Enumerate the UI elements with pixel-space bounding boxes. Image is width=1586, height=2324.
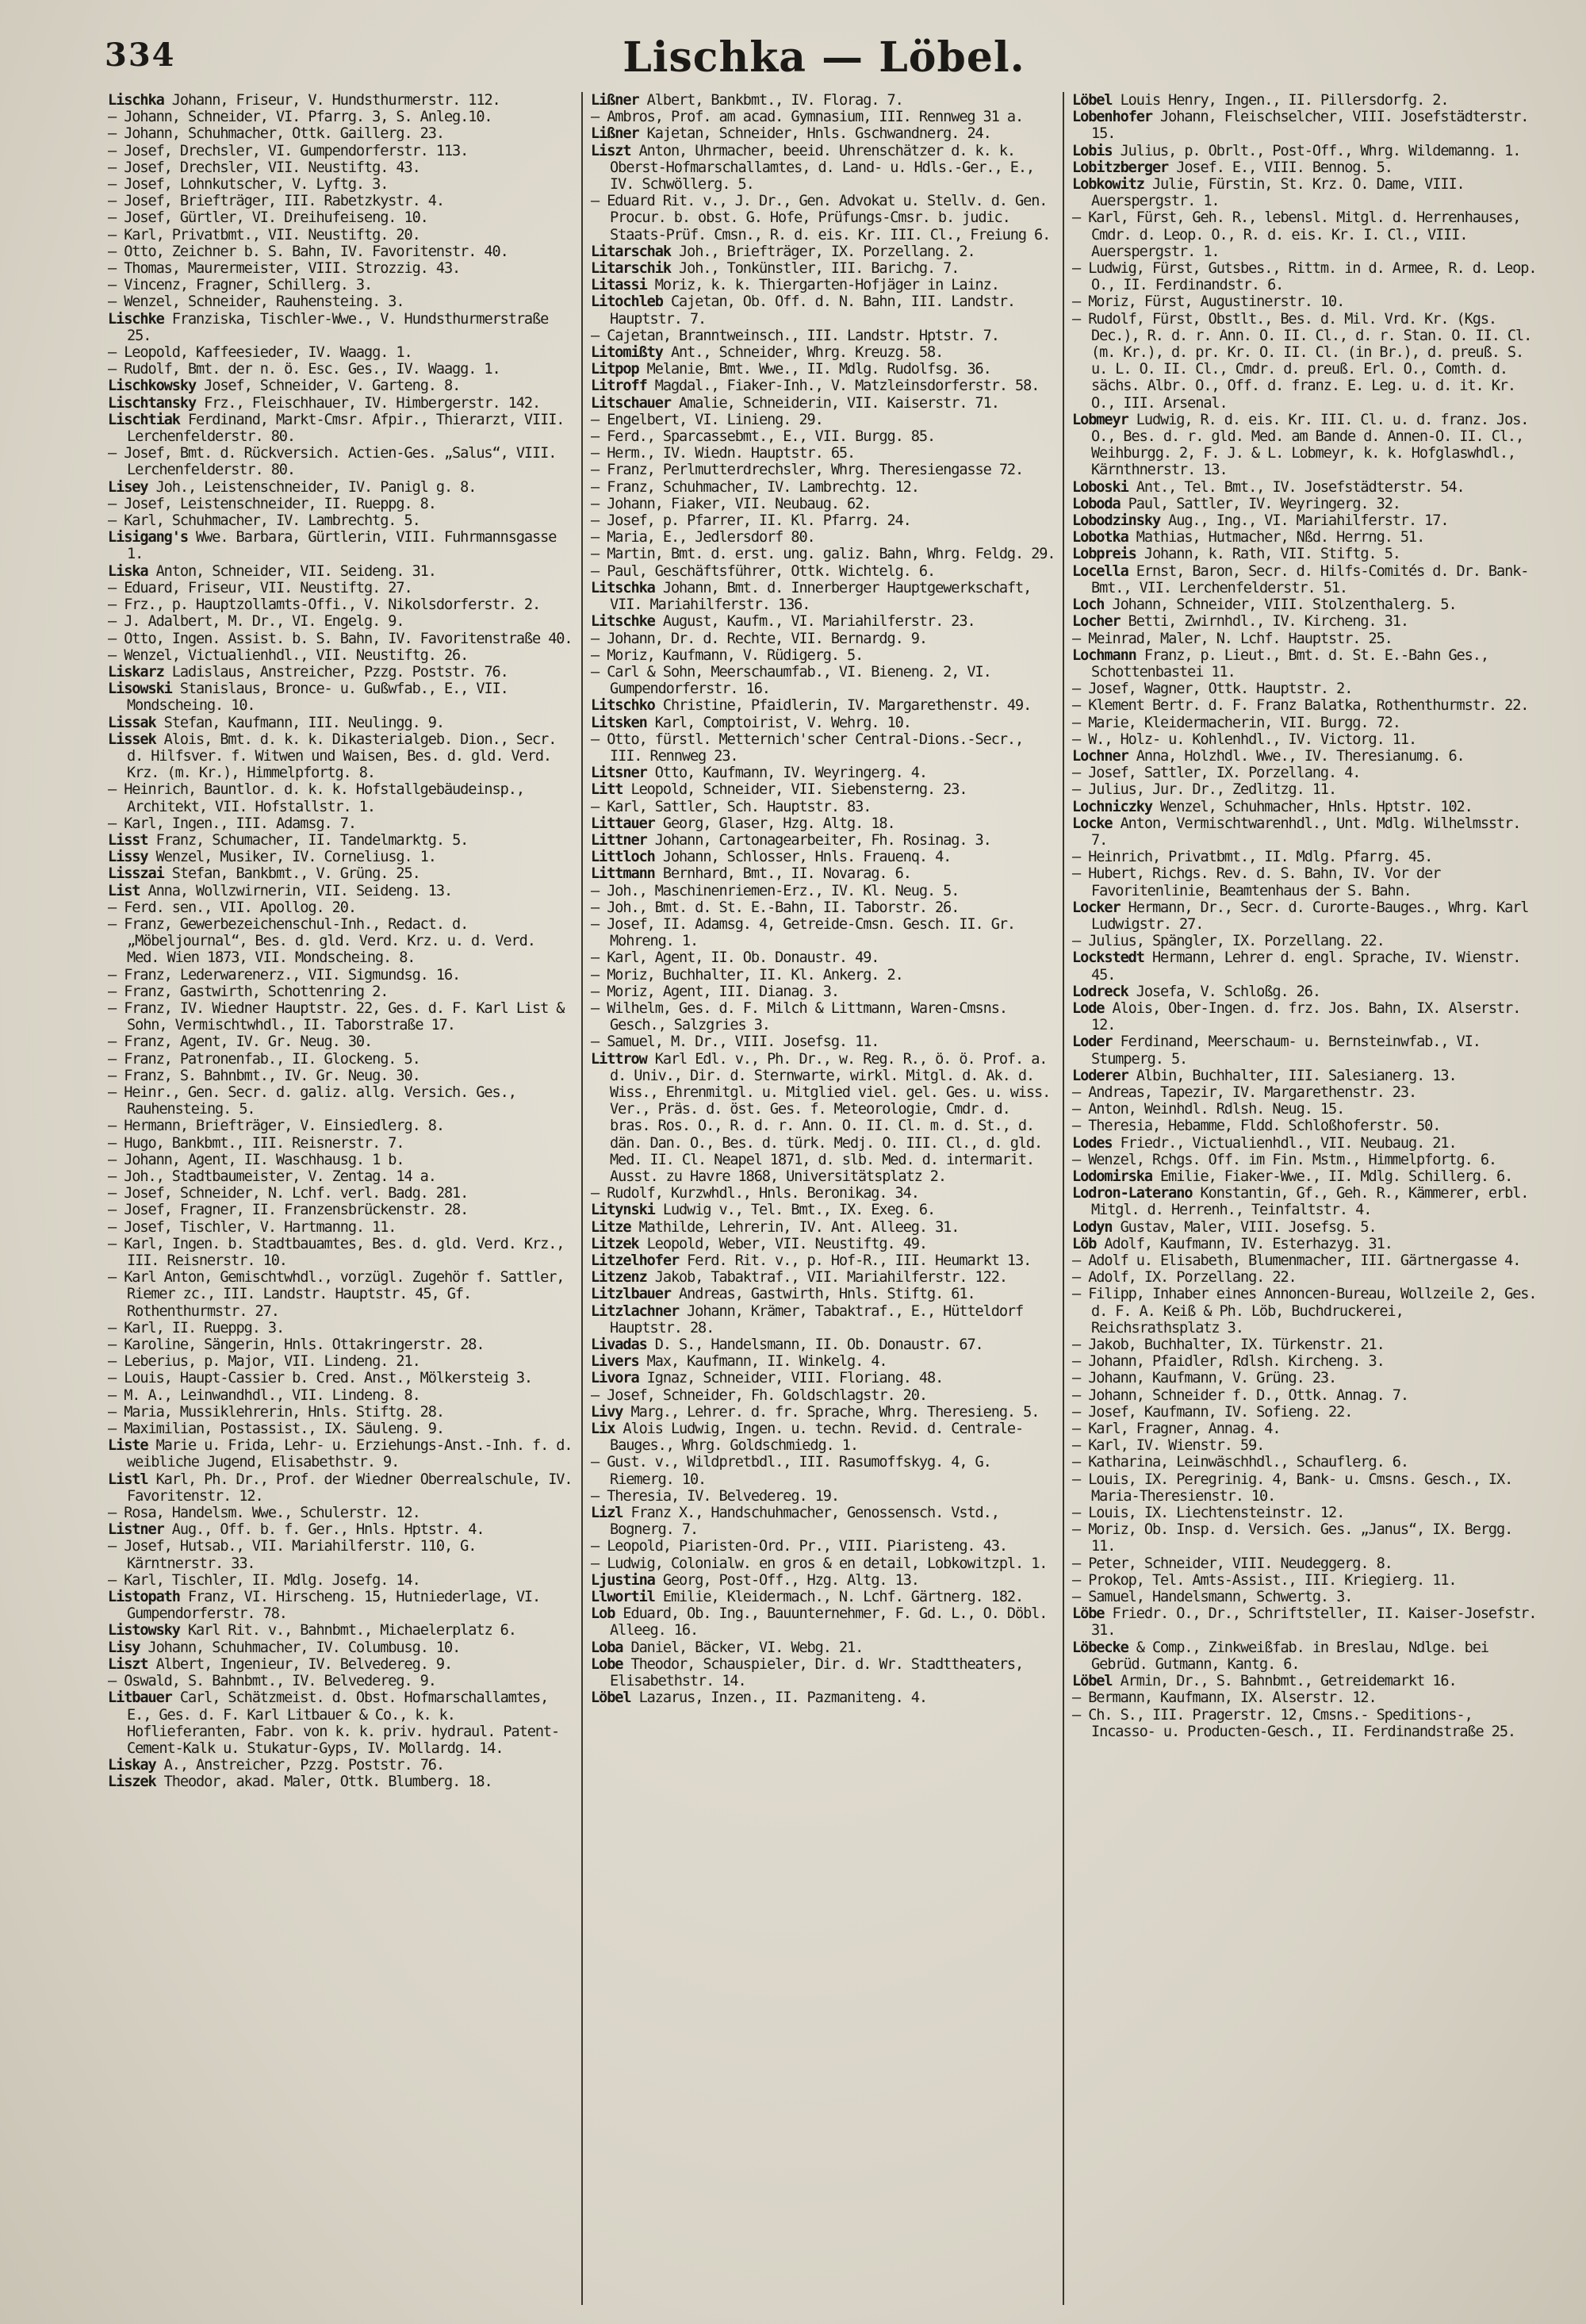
column-right: [1063, 92, 1544, 2305]
directory-entry: Listowsky Karl Rit. v., Bahnbmt., Michaelerplatz 6.: [108, 1622, 516, 1639]
directory-entry: List Anna, Wollzwirnerin, VII. Seideng. 13.: [108, 882, 453, 899]
directory-entry: Löbel Armin, Dr., S. Bahnbmt., Getreidemarkt 16.: [1072, 1673, 1457, 1690]
directory-entry: — Franz, Gastwirth, Schottenring 2.: [108, 983, 389, 1000]
directory-entry: Littrow Karl Edl. v., Ph. Dr., w. Reg. R., ö. ö. Prof. a. d. Univ., Dir. d. Sternwarte, wirkl. Mitgl. d. Ak. d. Wiss., Ehrenmitgl. u. Mitglied viel. gel. Ges. u. wiss. Ver., Präs. d. öst. Ges. f. Meteorologie, Cmdr. d. bras. Ros. O., R. d. r. Ann. O. II. Cl. m. d. St., d. dän. Dan. O., Bes. d. türk. Medj. O. III. Cl., d. gld. Med. II. Cl. Neapel 1871, d. slb. Med. d. intermarit. Ausst. zu Havre 1868, Universitätsplatz 2.: [591, 1050, 1051, 1185]
directory-entry: Loderer Albin, Buchhalter, III. Salesianerg. 13.: [1072, 1067, 1457, 1084]
directory-entry: — Prokop, Tel. Amts-Assist., III. Kriegierg. 11.: [1072, 1571, 1457, 1589]
directory-entry: Löbe Friedr. O., Dr., Schriftsteller, II. Kaiser-Josefstr. 31.: [1072, 1605, 1537, 1639]
directory-entry: Lochmann Franz, p. Lieut., Bmt. d. St. E.-Bahn Ges., Schottenbastei 11.: [1072, 646, 1488, 681]
directory-entry: — Rudolf, Kurzwhdl., Hnls. Beronikag. 34.: [591, 1185, 919, 1202]
directory-entry: — Samuel, M. Dr., VIII. Josefsg. 11.: [591, 1034, 879, 1051]
directory-entry: — Anton, Weinhdl. Rdlsh. Neug. 15.: [1072, 1101, 1345, 1118]
directory-entry: Lodomirska Emilie, Fiaker-Wwe., II. Mdlg. Schillerg. 6.: [1072, 1168, 1513, 1185]
directory-entry: — Julius, Jur. Dr., Zedlitzg. 11.: [1072, 781, 1337, 799]
directory-entry: — Engelbert, VI. Linieng. 29.: [591, 411, 823, 428]
directory-entry: — Karl, II. Rueppg. 3.: [108, 1319, 285, 1336]
directory-entry: — Franz, Gewerbezeichenschul-Inh., Redact. d. „Möbeljournal“, Bes. d. gld. Verd. Krz. u. d. Verd. Med. Wien 1873, VII. Mondscheing. 8.: [108, 915, 535, 967]
directory-entry: — Johann, Schneider, VI. Pfarrg. 3, S. Anleg.10.: [108, 109, 492, 126]
directory-entry: — Hubert, Richgs. Rev. d. S. Bahn, IV. Vor der Favoritenlinie, Beamtenhaus der S. Bahn.: [1072, 865, 1441, 899]
directory-entry: — Oswald, S. Bahnbmt., IV. Belvedereg. 9.: [108, 1673, 436, 1690]
directory-entry: Litarschak Joh., Briefträger, IX. Porzellang. 2.: [591, 243, 975, 260]
directory-entry: — Karoline, Sängerin, Hnls. Ottakringerstr. 28.: [108, 1336, 485, 1354]
directory-entry: — Ambros, Prof. am acad. Gymnasium, III. Rennweg 31 a.: [591, 109, 1024, 126]
directory-entry: — Meinrad, Maler, N. Lchf. Hauptstr. 25.: [1072, 630, 1393, 647]
directory-entry: — Ludwig, Colonialw. en gros & en detail, Lobkowitzpl. 1.: [591, 1555, 1048, 1572]
directory-entry: — Otto, Ingen. Assist. b. S. Bahn, IV. Favoritenstraße 40.: [108, 630, 573, 647]
directory-entry: — Leopold, Piaristen-Ord. Pr., VIII. Piaristeng. 43.: [591, 1538, 1007, 1555]
directory-entry: Litschka Johann, Bmt. d. Innerberger Hauptgewerkschaft, VII. Mariahilferstr. 136.: [591, 579, 1032, 614]
directory-entry: — Johann, Fiaker, VII. Neubaug. 62.: [591, 495, 872, 512]
directory-entry: — Hugo, Bankbmt., III. Reisnerstr. 7.: [108, 1134, 404, 1152]
directory-entry: — Bermann, Kaufmann, IX. Alserstr. 12.: [1072, 1689, 1377, 1707]
directory-entry: Lißner Kajetan, Schneider, Hnls. Gschwandnerg. 24.: [591, 125, 991, 143]
directory-entry: — Vincenz, Fragner, Schillerg. 3.: [108, 277, 373, 294]
directory-entry: — Karl, Privatbmt., VII. Neustiftg. 20.: [108, 226, 420, 244]
directory-entry: Lochniczky Wenzel, Schuhmacher, Hnls. Hptstr. 102.: [1072, 798, 1473, 815]
directory-entry: — Franz, Schuhmacher, IV. Lambrechtg. 12.: [591, 478, 919, 496]
directory-entry: — Franz, S. Bahnbmt., IV. Gr. Neug. 30.: [108, 1067, 420, 1084]
directory-entry: — Paul, Geschäftsführer, Ottk. Wichtelg. 6.: [591, 562, 936, 580]
directory-entry: Litpop Melanie, Bmt. Wwe., II. Mdlg. Rudolfsg. 36.: [591, 361, 991, 378]
directory-entry: — J. Adalbert, M. Dr., VI. Engelg. 9.: [108, 613, 404, 631]
directory-entry: — Adolf, IX. Porzellang. 22.: [1072, 1269, 1297, 1287]
directory-entry: — Moriz, Fürst, Augustinerstr. 10.: [1072, 293, 1345, 311]
directory-entry: — Eduard, Friseur, VII. Neustiftg. 27.: [108, 579, 412, 596]
directory-entry: — Cajetan, Branntweinsch., III. Landstr. Hptstr. 7.: [591, 327, 999, 344]
directory-entry: Lobotka Mathias, Hutmacher, Nßd. Herrng. 51.: [1072, 529, 1425, 546]
directory-entry: — Julius, Spängler, IX. Porzellang. 22.: [1072, 933, 1385, 950]
directory-entry: Livadas D. S., Handelsmann, II. Ob. Donaustr. 67.: [591, 1336, 983, 1354]
directory-entry: — Josef, Hutsab., VII. Mariahilferstr. 110, G. Kärntnerstr. 33.: [108, 1538, 477, 1572]
directory-entry: — Ferd. sen., VII. Apollog. 20.: [108, 899, 356, 916]
directory-entry: — Karl, Sattler, Sch. Hauptstr. 83.: [591, 798, 872, 815]
directory-entry: — Karl, Schuhmacher, IV. Lambrechtg. 5.: [108, 512, 420, 530]
directory-entry: — Filipp, Inhaber eines Annoncen-Bureau, Wollzeile 2, Ges. d. F. A. Keiß & Ph. Löb, Buchdruckerei, Reichsrathsplatz 3.: [1072, 1286, 1537, 1336]
directory-entry: — Moriz, Kaufmann, V. Rüdigerg. 5.: [591, 646, 864, 664]
directory-entry: — Wenzel, Victualienhdl., VII. Neustiftg. 26.: [108, 646, 469, 664]
directory-entry: — Johann, Agent, II. Waschhausg. 1 b.: [108, 1151, 404, 1168]
directory-entry: — Josef, Briefträger, III. Rabetzkystr. 4.: [108, 193, 444, 210]
directory-entry: — Josef, Lohnkutscher, V. Lyftg. 3.: [108, 176, 389, 194]
directory-entry: Lix Alois Ludwig, Ingen. u. techn. Revid. d. Centrale-Bauges., Whrg. Goldschmiedg. 1.: [591, 1421, 1024, 1455]
directory-entry: — Karl Anton, Gemischtwhdl., vorzügl. Zugehör f. Sattler, Riemer zc., III. Landstr. Hauptstr. 45, Gf. Rothenthurmstr. 27.: [108, 1269, 565, 1320]
directory-entry: — Joh., Bmt. d. St. E.-Bahn, II. Taborstr. 26.: [591, 899, 960, 916]
directory-entry: Litzelhofer Ferd. Rit. v., p. Hof-R., III. Heumarkt 13.: [591, 1252, 1032, 1270]
directory-entry: — Maria, Mussiklehrerin, Hnls. Stiftg. 28.: [108, 1403, 444, 1421]
directory-entry: Litschke August, Kaufm., VI. Mariahilferstr. 23.: [591, 613, 975, 631]
directory-entry: Locella Ernst, Baron, Secr. d. Hilfs-Comités d. Dr. Bank-Bmt., VII. Lerchenfelderstr. 51.: [1072, 562, 1529, 596]
column-left: [100, 92, 581, 2305]
directory-entry: Lisst Franz, Schumacher, II. Tandelmarktg. 5.: [108, 831, 469, 849]
directory-entry: Livers Max, Kaufmann, II. Winkelg. 4.: [591, 1353, 887, 1371]
directory-entry: — Leberius, p. Major, VII. Lindeng. 21.: [108, 1353, 420, 1371]
directory-entry: — Otto, fürstl. Metternich'scher Central-Dions.-Secr., III. Rennweg 23.: [591, 731, 1024, 765]
directory-entry: Litochleb Cajetan, Ob. Off. d. N. Bahn, III. Landstr. Hauptstr. 7.: [591, 293, 1016, 328]
directory-entry: Litt Leopold, Schneider, VII. Siebensterng. 23.: [591, 781, 967, 799]
directory-entry: Litsken Karl, Comptoirist, V. Wehrg. 10.: [591, 714, 911, 731]
directory-entry: Lisy Johann, Schuhmacher, IV. Columbusg. 10.: [108, 1639, 461, 1656]
directory-entry: — Josef, Tischler, V. Hartmanng. 11.: [108, 1218, 396, 1236]
directory-entry: — Josef, Schneider, N. Lchf. verl. Badg. 281.: [108, 1185, 469, 1202]
directory-entry: — Karl, Agent, II. Ob. Donaustr. 49.: [591, 949, 879, 967]
directory-entry: — Josef, Fragner, II. Franzensbrückenstr. 28.: [108, 1202, 469, 1219]
directory-entry: Liste Marie u. Frida, Lehr- u. Erziehungs-Anst.-Inh. f. d. weibliche Jugend, Elisabethstr. 9.: [108, 1437, 573, 1471]
directory-entry: — Josef, Gürtler, VI. Dreihufeiseng. 10.: [108, 209, 428, 227]
directory-entry: Llwortil Emilie, Kleidermach., N. Lchf. Gärtnerg. 182.: [591, 1589, 1024, 1606]
directory-entry: — Karl, Fragner, Annag. 4.: [1072, 1421, 1281, 1438]
directory-entry: — Gust. v., Wildpretbdl., III. Rasumoffskyg. 4, G. Riemerg. 10.: [591, 1454, 991, 1488]
directory-entry: — Maximilian, Postassist., IX. Säuleng. 9.: [108, 1421, 444, 1438]
directory-entry: — Josef, p. Pfarrer, II. Kl. Pfarrg. 24.: [591, 512, 911, 530]
directory-entry: — Karl, Fürst, Geh. R., lebensl. Mitgl. d. Herrenhauses, Cmdr. d. Leop. O., R. d. eis. Kr. I. Cl., VIII. Auerspergstr. 1.: [1072, 209, 1521, 260]
directory-entry: Löbecke & Comp., Zinkweißfab. in Breslau, Ndlge. bei Gebrüd. Gutmann, Kantg. 6.: [1072, 1639, 1488, 1673]
directory-entry: — Frz., p. Hauptzollamts-Offi., V. Nikolsdorferstr. 2.: [108, 596, 541, 614]
directory-entry: — Josef, Kaufmann, IV. Sofieng. 22.: [1072, 1403, 1353, 1421]
directory-entry: Litbauer Carl, Schätzmeist. d. Obst. Hofmarschallamtes, E., Ges. d. F. Karl Litbauer & Co., k. k. Hoflieferanten, Fabr. von k. k. priv. hydraul. Patent-Cement-Kalk u. Stukatur-Gyps, IV. Mollardg. 14.: [108, 1689, 560, 1757]
directory-entry: Litassi Moriz, k. k. Thiergarten-Hofjäger in Lainz.: [591, 277, 999, 294]
directory-entry: Löbel Lazarus, Inzen., II. Pazmaniteng. 4.: [591, 1689, 927, 1707]
directory-entry: Livy Marg., Lehrer. d. fr. Sprache, Whrg. Theresieng. 5.: [591, 1403, 1040, 1421]
directory-entry: Litschko Christine, Pfaidlerin, IV. Margarethenstr. 49.: [591, 697, 1032, 715]
directory-entry: — Adolf u. Elisabeth, Blumenmacher, III. Gärtnergasse 4.: [1072, 1252, 1521, 1270]
directory-entry: — Franz, Agent, IV. Gr. Neug. 30.: [108, 1034, 373, 1051]
directory-entry: — Jakob, Buchhalter, IX. Türkenstr. 21.: [1072, 1336, 1385, 1354]
directory-entry: — Joh., Stadtbaumeister, V. Zentag. 14 a.: [108, 1168, 436, 1185]
directory-entry: — Ludwig, Fürst, Gutsbes., Rittm. in d. Armee, R. d. Leop. O., II. Ferdinandstr. 6.: [1072, 260, 1537, 294]
directory-entry: — Josef, Bmt. d. Rückversich. Actien-Ges. „Salus“, VIII. Lerchenfelderstr. 80.: [108, 445, 557, 479]
directory-entry: — Karl, Ingen. b. Stadtbauamtes, Bes. d. gld. Verd. Krz., III. Reisnerstr. 10.: [108, 1235, 565, 1270]
directory-entry: Locker Hermann, Dr., Secr. d. Curorte-Bauges., Whrg. Karl Ludwigstr. 27.: [1072, 899, 1529, 933]
directory-entry: Lissak Stefan, Kaufmann, III. Neulingg. 9.: [108, 714, 444, 731]
directory-entry: — Johann, Schuhmacher, Ottk. Gaillerg. 23.: [108, 125, 444, 143]
directory-entry: — Josef, II. Adamsg. 4, Getreide-Cmsn. Gesch. II. Gr. Mohreng. 1.: [591, 915, 1016, 950]
directory-entry: Lisigang's Wwe. Barbara, Gürtlerin, VIII. Fuhrmannsgasse 1.: [108, 529, 557, 563]
directory-entry: Lob Eduard, Ob. Ing., Bauunternehmer, F. Gd. L., O. Döbl. Alleeg. 16.: [591, 1605, 1048, 1639]
directory-entry: — Heinrich, Bauntlor. d. k. k. Hofstallgebäudeinsp., Architekt, VII. Hofstallstr. 1.: [108, 781, 524, 815]
directory-entry: — Eduard Rit. v., J. Dr., Gen. Advokat u. Stellv. d. Gen. Procur. b. obst. G. Hofe, Prüfungs-Cmsr. b. judic. Staats-Prüf. Cmsn., R. d. eis. Kr. III. Cl., Freiung 6.: [591, 193, 1051, 244]
directory-entry: — Theresia, IV. Belvedereg. 19.: [591, 1487, 839, 1505]
directory-entry: Littmann Bernhard, Bmt., II. Novarag. 6.: [591, 865, 911, 883]
directory-entry: Littner Johann, Cartonagearbeiter, Fh. Rosinag. 3.: [591, 831, 991, 849]
directory-entry: Listl Karl, Ph. Dr., Prof. der Wiedner Oberrealschule, IV. Favoritenstr. 12.: [108, 1471, 573, 1505]
directory-entry: Lobitzberger Josef. E., VIII. Bennog. 5.: [1072, 159, 1393, 176]
directory-entry: — Josef, Drechsler, VII. Neustiftg. 43.: [108, 159, 420, 176]
directory-entry: Listner Aug., Off. b. f. Ger., Hnls. Hptstr. 4.: [108, 1521, 485, 1539]
directory-entry: — Theresia, Hebamme, Fldd. Schloßhoferstr. 50.: [1072, 1118, 1441, 1135]
directory-entry: — Franz, Perlmutterdrechsler, Whrg. Theresiengasse 72.: [591, 462, 1024, 479]
directory-entry: — Maria, E., Jedlersdorf 80.: [591, 529, 815, 546]
directory-entry: Löbel Louis Henry, Ingen., II. Pillersdorfg. 2.: [1072, 92, 1449, 109]
directory-entry: Lobmeyr Ludwig, R. d. eis. Kr. III. Cl. u. d. franz. Jos. O., Bes. d. r. gld. Med. am Bande d. Annen-O. II. Cl., Weihburgg. 2, F. J. & L. Lobmeyr, k. k. Hofglaswhdl., Kärnthnerstr. 13.: [1072, 411, 1529, 479]
directory-entry: Litschauer Amalie, Schneiderin, VII. Kaiserstr. 71.: [591, 394, 999, 412]
directory-entry: — Josef, Wagner, Ottk. Hauptstr. 2.: [1072, 681, 1353, 698]
directory-entry: — Katharina, Leinwäschhdl., Schauflerg. 6.: [1072, 1454, 1408, 1471]
directory-entry: Locke Anton, Vermischtwarenhdl., Unt. Mdlg. Wilhelmsstr. 7.: [1072, 815, 1521, 849]
directory-entry: — Joh., Maschinenriemen-Erz., IV. Kl. Neug. 5.: [591, 882, 960, 899]
directory-entry: — Rosa, Handelsm. Wwe., Schulerstr. 12.: [108, 1505, 420, 1522]
directory-entry: Litze Mathilde, Lehrerin, IV. Ant. Alleeg. 31.: [591, 1218, 960, 1236]
directory-entry: — Leopold, Kaffeesieder, IV. Waagg. 1.: [108, 344, 412, 362]
directory-entry: Liszek Theodor, akad. Maler, Ottk. Blumberg. 18.: [108, 1774, 492, 1791]
directory-entry: — Moriz, Ob. Insp. d. Versich. Ges. „Janus“, IX. Bergg. 11.: [1072, 1521, 1513, 1555]
directory-entry: Lobodzinsky Aug., Ing., VI. Mariahilferstr. 17.: [1072, 512, 1449, 530]
directory-entry: — Klement Bertr. d. F. Franz Balatka, Rothenthurmstr. 22.: [1072, 697, 1529, 715]
directory-entry: Lisszai Stefan, Bankbmt., V. Grüng. 25.: [108, 865, 420, 883]
directory-entry: Lodes Friedr., Victualienhdl., VII. Neubaug. 21.: [1072, 1134, 1457, 1152]
directory-entry: Lobenhofer Johann, Fleischselcher, VIII. Josefstädterstr. 15.: [1072, 109, 1529, 143]
directory-entry: Litynski Ludwig v., Tel. Bmt., IX. Exeg. 6.: [591, 1202, 936, 1219]
directory-entry: — Louis, IX. Peregrinig. 4, Bank- u. Cmsns. Gesch., IX. Maria-Theresienstr. 10.: [1072, 1471, 1513, 1505]
directory-entry: Litsner Otto, Kaufmann, IV. Weyringerg. 4.: [591, 765, 927, 782]
directory-entry: — W., Holz- u. Kohlenhdl., IV. Victorg. 11.: [1072, 731, 1417, 748]
directory-entry: Liskarz Ladislaus, Anstreicher, Pzzg. Poststr. 76.: [108, 663, 508, 681]
directory-entry: — Louis, Haupt-Cassier b. Cred. Anst., Mölkersteig 3.: [108, 1370, 533, 1387]
directory-entry: Lode Alois, Ober-Ingen. d. frz. Jos. Bahn, IX. Alserstr. 12.: [1072, 999, 1521, 1034]
directory-entry: Ljustina Georg, Post-Off., Hzg. Altg. 13.: [591, 1571, 919, 1589]
directory-entry: — Johann, Schneider f. D., Ottk. Annag. 7.: [1072, 1386, 1408, 1404]
directory-entry: Litzek Leopold, Weber, VII. Neustiftg. 49.: [591, 1235, 927, 1252]
directory-entry: — Ch. S., III. Pragerstr. 12, Cmsns.- Speditions-, Incasso- u. Producten-Gesch., II. Ferdinandstraße 25.: [1072, 1706, 1516, 1740]
directory-entry: Livora Ignaz, Schneider, VIII. Floriang. 48.: [591, 1370, 944, 1387]
directory-entry: — Franz, IV. Wiedner Hauptstr. 22, Ges. d. F. Karl List & Sohn, Vermischtwhdl., II. Taborstraße 17.: [108, 999, 565, 1034]
directory-entry: Litroff Magdal., Fiaker-Inh., V. Matzleinsdorferstr. 58.: [591, 378, 1040, 395]
running-head: Lischka — Löbel.: [623, 33, 1025, 82]
directory-entry: — M. A., Leinwandhdl., VII. Lindeng. 8.: [108, 1386, 420, 1404]
directory-entry: — Heinrich, Privatbmt., II. Mdlg. Pfarrg. 45.: [1072, 849, 1433, 866]
directory-entry: — Johann, Pfaidler, Rdlsh. Kircheng. 3.: [1072, 1353, 1385, 1371]
page-header: [100, 16, 1548, 92]
directory-entry: — Rudolf, Fürst, Obstlt., Bes. d. Mil. Vrd. Kr. (Kgs. Dec.), R. d. r. Ann. O. II. Cl., d. r. Stan. O. II. Cl. (m. Kr.), d. pr. Kr. O. II. Cl. (in Br.), d. preuß. S. u. L. O. II. Cl., Cmdr. d. preuß. Erl. O., Comth. d. sächs. Albr. O., Off. d. franz. E. Leg. u. d. it. Kr. O., III. Arsenal.: [1072, 310, 1532, 412]
directory-entry: Lisey Joh., Leistenschneider, IV. Panigl g. 8.: [108, 478, 477, 496]
directory-entry: — Martin, Bmt. d. erst. ung. galiz. Bahn, Whrg. Feldg. 29.: [591, 546, 1055, 563]
directory-entry: Lischtiak Ferdinand, Markt-Cmsr. Afpir., Thierarzt, VIII. Lerchenfelderstr. 80.: [108, 411, 565, 446]
directory-entry: — Josef, Schneider, Fh. Goldschlagstr. 20.: [591, 1386, 927, 1404]
directory-entry: Lischke Franziska, Tischler-Wwe., V. Hundsthurmerstraße 25.: [108, 310, 549, 344]
directory-entry: — Samuel, Handelsmann, Schwertg. 3.: [1072, 1589, 1353, 1606]
directory-entry: — Ferd., Sparcassebmt., E., VII. Burgg. 85.: [591, 428, 936, 446]
directory-entry: — Otto, Zeichner b. S. Bahn, IV. Favoritenstr. 40.: [108, 243, 508, 260]
directory-entry: Lischtansky Frz., Fleischhauer, IV. Himbergerstr. 142.: [108, 394, 541, 412]
directory-entry: — Franz, Lederwarenerz., VII. Sigmundsg. 16.: [108, 966, 461, 984]
directory-entry: Lizl Franz X., Handschuhmacher, Genossensch. Vstd., Bognerg. 7.: [591, 1505, 999, 1539]
directory-entry: — Johann, Kaufmann, V. Grüng. 23.: [1072, 1370, 1337, 1387]
directory-entry: Liska Anton, Schneider, VII. Seideng. 31.: [108, 562, 436, 580]
directory-entry: — Peter, Schneider, VIII. Neudeggerg. 8.: [1072, 1555, 1393, 1572]
directory-entry: Loch Johann, Schneider, VIII. Stolzenthalerg. 5.: [1072, 596, 1457, 614]
directory-entry: — Carl & Sohn, Meerschaumfab., VI. Bieneng. 2, VI. Gumpendorferstr. 16.: [591, 663, 991, 698]
directory-entry: Lischka Johann, Friseur, V. Hundsthurmerstr. 112.: [108, 92, 500, 109]
directory-entry: Litzlachner Johann, Krämer, Tabaktraf., E., Hütteldorf Hauptstr. 28.: [591, 1302, 1024, 1336]
directory-entry: Loba Daniel, Bäcker, VI. Webg. 21.: [591, 1639, 864, 1656]
directory-entry: — Johann, Dr. d. Rechte, VII. Bernardg. 9.: [591, 630, 927, 647]
directory-entry: Lobis Julius, p. Obrlt., Post-Off., Whrg. Wildemanng. 1.: [1072, 142, 1521, 159]
directory-entry: Lischkowsky Josef, Schneider, V. Garteng. 8.: [108, 378, 461, 395]
directory-entry: — Thomas, Maurermeister, VIII. Strozzig. 43.: [108, 260, 461, 278]
directory-entry: Löb Adolf, Kaufmann, IV. Esterhazyg. 31.: [1072, 1235, 1393, 1252]
directory-entry: Listopath Franz, VI. Hirscheng. 15, Hutniederlage, VI. Gumpendorferstr. 78.: [108, 1589, 541, 1623]
directory-entry: — Karl, Ingen., III. Adamsg. 7.: [108, 815, 356, 832]
directory-entry: Lodreck Josefa, V. Schloßg. 26.: [1072, 983, 1320, 1000]
directory-entry: Lobpreis Johann, k. Rath, VII. Stiftg. 5.: [1072, 546, 1400, 563]
directory-entry: — Marie, Kleidermacherin, VII. Burgg. 72.: [1072, 714, 1400, 731]
directory-entry: — Josef, Sattler, IX. Porzellang. 4.: [1072, 765, 1361, 782]
directory-entry: Litzenz Jakob, Tabaktraf., VII. Mariahilferstr. 122.: [591, 1269, 1007, 1287]
directory-entry: Lißner Albert, Bankbmt., IV. Florag. 7.: [591, 92, 903, 109]
directory-entry: Loder Ferdinand, Meerschaum- u. Bernsteinwfab., VI. Stumperg. 5.: [1072, 1034, 1481, 1068]
directory-columns: [100, 92, 1548, 2305]
directory-entry: Littloch Johann, Schlosser, Hnls. Frauenq. 4.: [591, 849, 952, 866]
directory-entry: Lodyn Gustav, Maler, VIII. Josefsg. 5.: [1072, 1218, 1377, 1236]
directory-entry: Lochner Anna, Holzhdl. Wwe., IV. Theresianumg. 6.: [1072, 747, 1465, 765]
directory-entry: — Moriz, Buchhalter, II. Kl. Ankerg. 2.: [591, 966, 903, 984]
page-number: 334: [105, 36, 176, 74]
directory-entry: Lisowski Stanislaus, Bronce- u. Gußwfab., E., VII. Mondscheing. 10.: [108, 681, 508, 715]
directory-entry: Lobe Theodor, Schauspieler, Dir. d. Wr. Stadttheaters, Elisabethstr. 14.: [591, 1655, 1024, 1690]
directory-entry: Liskay A., Anstreicher, Pzzg. Poststr. 76.: [108, 1757, 444, 1774]
directory-entry: Lodron-Laterano Konstantin, Gf., Geh. R., Kämmerer, erbl. Mitgl. d. Herrenh., Teinfaltstr. 4.: [1072, 1185, 1529, 1219]
directory-entry: Liszt Anton, Uhrmacher, beeid. Uhrenschätzer d. k. k. Oberst-Hofmarschallamtes, d. Land- u. Hdls.-Ger., E., IV. Schwöllerg. 5.: [591, 142, 1035, 194]
directory-entry: — Louis, IX. Liechtensteinstr. 12.: [1072, 1505, 1345, 1522]
directory-entry: Lobkowitz Julie, Fürstin, St. Krz. O. Dame, VIII. Auerspergstr. 1.: [1072, 176, 1465, 210]
directory-entry: Litomißty Ant., Schneider, Whrg. Kreuzg. 58.: [591, 344, 944, 362]
directory-entry: Loboski Ant., Tel. Bmt., IV. Josefstädterstr. 54.: [1072, 478, 1465, 496]
directory-entry: — Hermann, Briefträger, V. Einsiedlerg. 8.: [108, 1118, 444, 1135]
directory-entry: — Andreas, Tapezir, IV. Margarethenstr. 23.: [1072, 1083, 1417, 1101]
directory-entry: — Moriz, Agent, III. Dianag. 3.: [591, 983, 839, 1000]
directory-entry: — Wenzel, Rchgs. Off. im Fin. Mstm., Himmelpfortg. 6.: [1072, 1151, 1497, 1168]
directory-entry: Lockstedt Hermann, Lehrer d. engl. Sprache, IV. Wienstr. 45.: [1072, 949, 1521, 984]
directory-entry: Litzlbauer Andreas, Gastwirth, Hnls. Stiftg. 61.: [591, 1286, 975, 1303]
directory-entry: Lissy Wenzel, Musiker, IV. Corneliusg. 1.: [108, 849, 436, 866]
directory-entry: Litarschik Joh., Tonkünstler, III. Barichg. 7.: [591, 260, 960, 278]
directory-entry: — Karl, Tischler, II. Mdlg. Josefg. 14.: [108, 1571, 420, 1589]
directory-entry: — Josef, Leistenschneider, II. Rueppg. 8.: [108, 495, 436, 512]
directory-entry: Lissek Alois, Bmt. d. k. k. Dikasterialgeb. Dion., Secr. d. Hilfsver. f. Witwen und Waisen, Bes. d. gld. Verd. Krz. (m. Kr.), Himmelpfortg. 8.: [108, 731, 557, 782]
directory-entry: Locher Betti, Zwirnhdl., IV. Kircheng. 31.: [1072, 613, 1408, 631]
directory-entry: Loboda Paul, Sattler, IV. Weyringerg. 32.: [1072, 495, 1400, 512]
directory-entry: — Heinr., Gen. Secr. d. galiz. allg. Versich. Ges., Rauhensteing. 5.: [108, 1083, 516, 1118]
directory-entry: — Rudolf, Bmt. der n. ö. Esc. Ges., IV. Waagg. 1.: [108, 361, 500, 378]
directory-entry: Littauer Georg, Glaser, Hzg. Altg. 18.: [591, 815, 895, 832]
directory-entry: — Herm., IV. Wiedn. Hauptstr. 65.: [591, 445, 856, 462]
directory-entry: — Wenzel, Schneider, Rauhensteing. 3.: [108, 293, 404, 311]
directory-entry: Liszt Albert, Ingenieur, IV. Belvedereg. 9.: [108, 1655, 453, 1673]
directory-entry: — Wilhelm, Ges. d. F. Milch & Littmann, Waren-Cmsns. Gesch., Salzgries 3.: [591, 999, 1007, 1034]
directory-entry: — Franz, Patronenfab., II. Glockeng. 5.: [108, 1050, 420, 1068]
column-middle: [581, 92, 1063, 2305]
directory-entry: — Josef, Drechsler, VI. Gumpendorferstr. 113.: [108, 142, 469, 159]
directory-entry: — Karl, IV. Wienstr. 59.: [1072, 1437, 1265, 1455]
